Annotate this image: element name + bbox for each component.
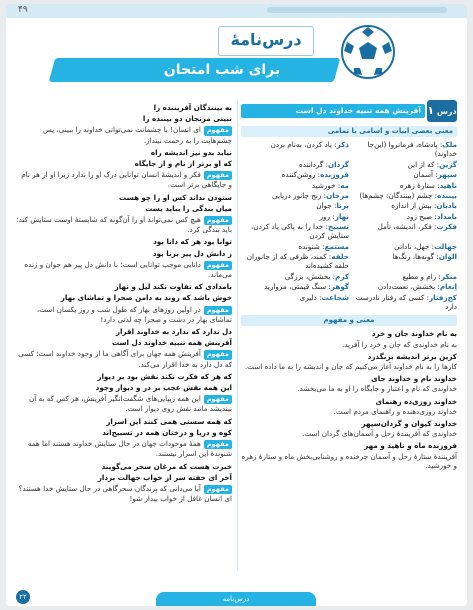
glossary-term: حلقه [331,252,349,262]
glossary-def: پادشاه، فرمانروا (این‌جا خداوند) [367,140,457,159]
glossary-def: شنونده [298,241,320,251]
concept-tag: مفهوم [204,126,232,135]
top-bar [6,4,467,18]
glossary-term: گزین [439,159,457,169]
glossary-def: بیش از اندازه [391,201,432,211]
glossary-def: کمند، ظرفی که از جانوران حلقه کشیده‌اند [246,252,349,271]
verse-second-line: آفرینش همه تنبیه خداوند دل است [111,338,232,348]
glossary-def: گونه‌ها، رنگ‌ها [392,252,434,262]
glossary-def: یاد کردن، به‌نام بردن [270,140,332,150]
glossary-item: فروزنده: روشن‌کننده [281,170,349,180]
glossary-term: فکرت [436,222,457,232]
concept-tag: مفهوم [204,306,232,315]
glossary-item: بامداد: صبح زود [406,211,457,221]
verse-prose: خداوندی که نام و اعتبار و جایگاه را او به ما می‌بخشد. [297,384,457,394]
verse-line: به نام خداوند جان و خرد [371,329,457,339]
glossary-term: کرم [335,271,349,281]
glossary-def: بخشش، بزرگی [284,271,331,281]
glossary-def: رام و مطیع [402,271,437,281]
concept-tag: مفهوم [204,216,232,225]
glossary-def: صبح زود [406,211,433,221]
glossary-term: الوان [438,252,457,262]
glossary-item: فکرت: فکر، اندیشه، تأمل [377,222,457,232]
concept-tag: مفهوم [204,440,232,449]
verse-line: به بینندگان آفریننده را [153,103,232,112]
concept-row [16,305,232,324]
vocab-subhead: معنی بعضی ابیات و اسامی با تمامی [241,126,457,137]
footer-label: درس‌نامه [222,595,250,603]
concepts-subhead: معنی و مفهوم [241,315,457,326]
glossary-term: ملک [442,140,457,150]
concept-row [16,125,232,144]
glossary-def: که از این [407,159,435,169]
glossary-item: برنا: جوان [316,201,349,211]
glossary-item: تسبیح: خدا را به پاکی یاد کردن، ستایش کردن [251,222,349,241]
verse-line: کزین برتر اندیشه برنگذرد [367,351,457,361]
right-verses [241,329,457,470]
concept-row [16,439,232,458]
concept-tag: مفهوم [204,395,232,404]
book-page [6,4,467,606]
glossary-def: چشم (بینندگان: چشم‌ها) [359,190,433,200]
concept-tag: مفهوم [204,350,232,359]
concept-row [16,260,232,279]
verse-line: فروزنده ماه و ناهید و مهر [364,441,457,451]
glossary-item: الوان: گونه‌ها، رنگ‌ها [392,252,457,262]
verse-second-line: میان بندگی را بباید بست [145,203,232,213]
glossary-term: اِنعام [439,282,457,292]
footer-page-number: ۲۲ [16,590,30,604]
glossary-def: بخشش، نعمت‌دادن [377,282,436,292]
concept-row [16,349,232,368]
glossary-item: مستمع: شنونده [298,241,349,251]
glossary-term: گردان [328,159,349,169]
glossary-item: بیننده: چشم (بینندگان: چشم‌ها) [359,190,457,200]
concept-text: هیچ کس نمی‌تواند او را آن‌گونه که شایستهٔ اوست ستایش کند؛ باید بندگی کرد. [16,215,232,235]
concept-text: آفرینش همه جهان برای آگاهی ما از وجود خداوند است؛ کسی که دل دارد به خدا اقرار می‌کند. [18,349,232,369]
footer [6,576,467,606]
glossary-term: جهالت [434,241,457,251]
glossary-def: گرداننده [299,159,324,169]
glossary-term: کج‌رفتار [429,292,457,302]
verse-line: دل ندارد که ندارد به خداوند اقرار [115,327,232,337]
verse-line: خداوند روزی‌ده رهنمای [375,396,457,406]
glossary-term: ناهید [439,180,457,190]
lesson-badge-number: ۱ [427,104,435,117]
concept-row [16,484,232,503]
glossary-term: مه [340,180,349,190]
glossary-item: کرم: بخشش، بزرگی [284,271,349,281]
glossary-item: مه: خورشید [311,180,349,190]
glossary-item: گوهر: سنگ قیمتی، مروارید [264,282,349,292]
glossary-def: کسی که رفتار نادرست دارد [355,292,457,311]
lesson-header [241,100,457,122]
right-column [241,100,457,570]
verse-line: که هر که فکرت نکند نقش بود بر دیوار [97,371,232,381]
glossary-def: خورشید [311,180,336,190]
glossary-def: ستارهٔ زهره [399,180,435,190]
glossary-def: روز [319,211,330,221]
glossary-item: مرجان: رنج جانور دریایی [271,190,349,200]
verse-line: توانا بود هر که دانا بود [153,237,232,247]
glossary-term: منکر [440,271,457,281]
glossary-def: آسمان [413,170,434,180]
glossary-def: دلیری [299,292,317,302]
glossary-term: برنا [336,201,349,211]
glossary-def: خدا را به پاکی یاد کردن، ستایش کردن [251,222,349,241]
glossary-item: منکر: رام و مطیع [402,271,457,281]
glossary [241,140,457,312]
verse-prose: آفرینندهٔ ستارهٔ زحل و آسمان چرخنده و روشنایی‌بخش ماه و ستارهٔ زهره و خورشید. [241,451,457,470]
verse-line: ستودن نداند کس او را چو هست [119,192,232,202]
glossary-item: اِنعام: بخشش، نعمت‌دادن [377,282,457,292]
glossary-def: روشن‌کننده [281,170,316,180]
concept-tag: مفهوم [204,171,232,180]
glossary-item: گردان: گرداننده [299,159,349,169]
glossary-term: ذکر [336,140,349,150]
verse-second-line: کوه و دریا و درختان همه در تسبیح‌اند [102,427,232,437]
verse-second-line: ز دانش دل پیر برنا بود [152,248,232,258]
concept-text: دانایی موجب توانایی است؛ با دانش دل پیر هم جوان و زنده می‌ماند. [24,259,232,280]
glossary-def: جهل، نادانی [394,241,430,251]
banner-ribbon-text: برای شب امتحان [163,62,281,78]
glossary-item: نهار: روز [319,211,349,221]
glossary-item: بادبان: بیش از اندازه [391,201,457,211]
concept-row [16,394,232,413]
glossary-def: سنگ قیمتی، مروارید [264,282,327,292]
concept-text: فکر و اندیشهٔ انسان توانایی درک او را ندارد زیرا او از هر نام و جایگاهی برتر است. [21,170,232,190]
concept-row [16,215,232,234]
glossary-def: رنج جانور دریایی [271,190,322,200]
glossary-term: فروزنده [320,170,349,180]
verse-prose: خداوند روزی‌دهنده و راهنمای مردم است. [333,406,457,416]
banner-tag-text: درس‌نامهٔ [230,30,302,49]
glossary-term: مرجان [326,190,349,200]
top-strip [267,7,447,13]
glossary-term: بیننده [437,190,457,200]
concept-text: ای انسان! با چشمانت نمی‌توانی خداوند را ببینی، پس چشم‌هایت را به زحمت نینداز. [42,125,232,145]
verse-line: خداوند نام و خداوند جای [371,374,457,384]
banner-tag [218,26,314,56]
verse-line: بامدادی که تفاوت نکند لیل و نهار [114,282,232,292]
verse-second-line: این همه نقش عجب بر در و دیوار وجود [95,383,232,393]
glossary-term: گوهر [330,282,349,292]
concept-row [16,170,232,189]
verse-second-line: نبینی مرنجان دو بیننده را [142,114,232,124]
verse-second-line: خوش باشد که روند به دامن صحرا و تماشای بهار [60,293,232,303]
verse-prose: به نام خداوندی که جان و خرد را آفرید. [341,339,457,349]
concept-text: همهٔ موجودات جهان در حال ستایش خداوند هستند اما همه شنوندهٔ این اسرار نیستند. [27,439,232,459]
verse-line: خداوند کیوان و گردان‌سپهر [361,418,457,428]
glossary-def: جوان [316,201,332,211]
glossary-term: تسبیح [327,222,349,232]
glossary-item: شجاعت: دلیری [299,292,349,302]
glossary-item: ملک: پادشاه، فرمانروا (این‌جا خداوند) [367,140,457,159]
concept-text: این همه زیبایی‌های شگفت‌انگیز آفرینش، هر کس که به آن نیندیشد مانند نقش روی دیوار است. [29,394,232,414]
verse-line: که همه سستی همی کنند این اسرار [106,416,232,426]
verse-second-line: آخر ای خفته سر از خواب جهالت بردار [97,472,232,482]
glossary-term: نهار [334,211,349,221]
glossary-term: شجاعت [321,292,349,302]
glossary-item: ذکر: یاد کردن، به‌نام بردن [270,140,349,150]
concept-tag: مفهوم [204,485,232,494]
verse-prose: خداوندی که آفرینندهٔ زحل و آسمان‌های گردان است. [302,429,457,439]
glossary-item: ناهید: ستارهٔ زهره [399,180,457,190]
concept-text: آیا می‌دانی که پرندگان سحرگاهی در حال ستایش خدا هستند؟ ای انسان غافل از خواب بیدار شو! [18,483,232,504]
glossary-item: کج‌رفتار: کسی که رفتار نادرست دارد [355,292,457,311]
verse-line: خبرت هست که مرغان سحر می‌گویند [101,461,232,471]
soccer-ball-icon [340,24,396,80]
verse-second-line: که او برتر از نام و از جایگاه [134,159,232,169]
title-banner [42,22,437,86]
left-column [16,100,232,570]
glossary-item: حلقه: کمند، ظرفی که از جانوران حلقه کشیده‌اند [246,252,349,271]
glossary-term: بامداد [436,211,457,221]
glossary-term: سپهر [437,170,457,180]
concept-text: در اولین روزهای بهار که طول شب و روز یکسان است، تماشای بهار در دشت و صحرا چه لذتی دارد! [36,304,232,324]
glossary-def: فکر، اندیشه، تأمل [377,222,432,232]
glossary-item: سپهر: آسمان [413,170,457,180]
column-divider [237,100,238,570]
verse-line: نیابد بدو نیز اندیشه راه [150,147,232,157]
glossary-term: مستمع [324,241,349,251]
lesson-title: آفرینش همه تنبیه خداوند دل است [241,104,425,118]
glossary-item: گزین: که از این [407,159,457,169]
concept-tag: مفهوم [204,261,232,270]
page-number: ۴۹ [18,5,28,15]
glossary-item: جهالت: جهل، نادانی [394,241,457,251]
lesson-badge [427,100,457,122]
glossary-term: بادبان [436,201,457,211]
verse-prose: کارها را به نام خداوند آغاز می‌کنیم که جان و اندیشه را به ما داده است. [244,361,457,371]
lesson-badge-label: درس [436,107,457,116]
